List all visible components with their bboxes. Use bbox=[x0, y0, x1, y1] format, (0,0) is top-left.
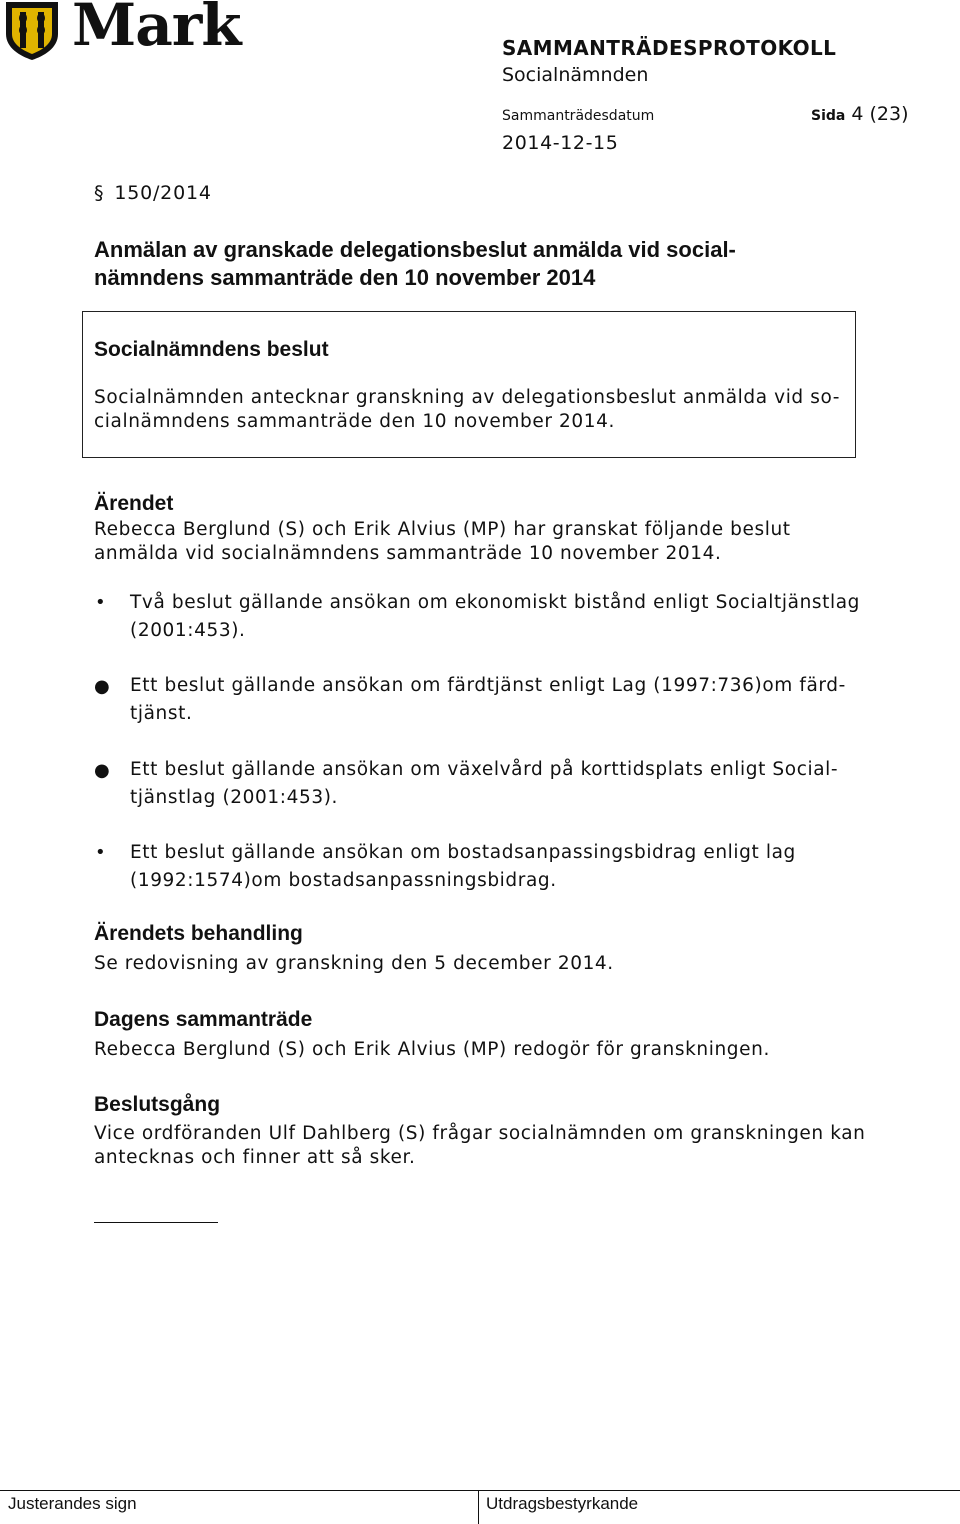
meeting-date: 2014-12-15 bbox=[502, 132, 619, 154]
page-label: Sida bbox=[811, 108, 846, 124]
list-item-line: (1992:1574)om bostadsanpassningsbidrag. bbox=[130, 870, 557, 891]
list-item-line: Ett beslut gällande ansökan om bostadsanpassingsbidrag enligt lag bbox=[130, 842, 796, 863]
footer-justerandes-sign: Justerandes sign bbox=[8, 1494, 137, 1513]
bullet-marker: • bbox=[95, 842, 106, 863]
signature-line bbox=[94, 1222, 218, 1223]
arendet-text-line: Rebecca Berglund (S) och Erik Alvius (MP) har granskat följande beslut bbox=[94, 519, 791, 540]
list-item-line: tjänstlag (2001:453). bbox=[130, 787, 338, 808]
paragraph-number-value: 150/2014 bbox=[114, 182, 212, 204]
arendet-heading: Ärendet bbox=[94, 492, 174, 515]
page-value: 4 (23) bbox=[851, 103, 909, 125]
arendet-text-line: anmälda vid socialnämndens sammanträde 10 november 2014. bbox=[94, 543, 722, 564]
footer-column-divider bbox=[478, 1490, 479, 1524]
beslutsgang-heading: Beslutsgång bbox=[94, 1093, 221, 1116]
footer-divider bbox=[0, 1490, 960, 1491]
item-title bbox=[94, 236, 854, 292]
decision-text-line: cialnämndens sammanträde den 10 november 2014. bbox=[94, 411, 615, 432]
dagens-text: Rebecca Berglund (S) och Erik Alvius (MP) redogör för granskningen. bbox=[94, 1039, 770, 1060]
list-item-line: Ett beslut gällande ansökan om färdtjänst enligt Lag (1997:736)om färd- bbox=[130, 675, 846, 696]
behandling-text: Se redovisning av granskning den 5 december 2014. bbox=[94, 953, 614, 974]
list-item-line: Två beslut gällande ansökan om ekonomiskt bistånd enligt Socialtjänstlag bbox=[130, 592, 861, 613]
meeting-date-label: Sammanträdesdatum bbox=[502, 108, 655, 124]
footer-utdragsbestyrkande: Utdragsbestyrkande bbox=[486, 1494, 639, 1513]
section-sign: § bbox=[94, 182, 105, 204]
page-indicator bbox=[811, 103, 909, 125]
bullet-marker: ● bbox=[94, 676, 110, 697]
logo-wordmark: Mark bbox=[72, 0, 241, 59]
item-title-line: nämndens sammanträde den 10 november 2014 bbox=[94, 265, 596, 290]
decision-text-line: Socialnämnden antecknar granskning av delegationsbeslut anmälda vid so- bbox=[94, 387, 841, 408]
paragraph-number bbox=[94, 182, 212, 204]
committee-name: Socialnämnden bbox=[502, 64, 649, 86]
beslutsgang-text-line: antecknas och finner att så sker. bbox=[94, 1147, 416, 1168]
bullet-marker: • bbox=[95, 592, 106, 613]
behandling-heading: Ärendets behandling bbox=[94, 922, 303, 945]
list-item-line: Ett beslut gällande ansökan om växelvård på korttidsplats enligt Social- bbox=[130, 759, 839, 780]
decision-box bbox=[82, 311, 856, 458]
bullet-marker: ● bbox=[94, 760, 110, 781]
coat-of-arms-icon bbox=[0, 0, 64, 62]
document-type-title: SAMMANTRÄDESPROTOKOLL bbox=[502, 36, 837, 60]
item-title-line: Anmälan av granskade delegationsbeslut anmälda vid social- bbox=[94, 237, 736, 262]
beslutsgang-text-line: Vice ordföranden Ulf Dahlberg (S) frågar socialnämnden om granskningen kan bbox=[94, 1123, 866, 1144]
list-item-line: tjänst. bbox=[130, 703, 193, 724]
decision-heading: Socialnämndens beslut bbox=[94, 338, 329, 361]
dagens-heading: Dagens sammanträde bbox=[94, 1008, 313, 1031]
list-item-line: (2001:453). bbox=[130, 620, 246, 641]
